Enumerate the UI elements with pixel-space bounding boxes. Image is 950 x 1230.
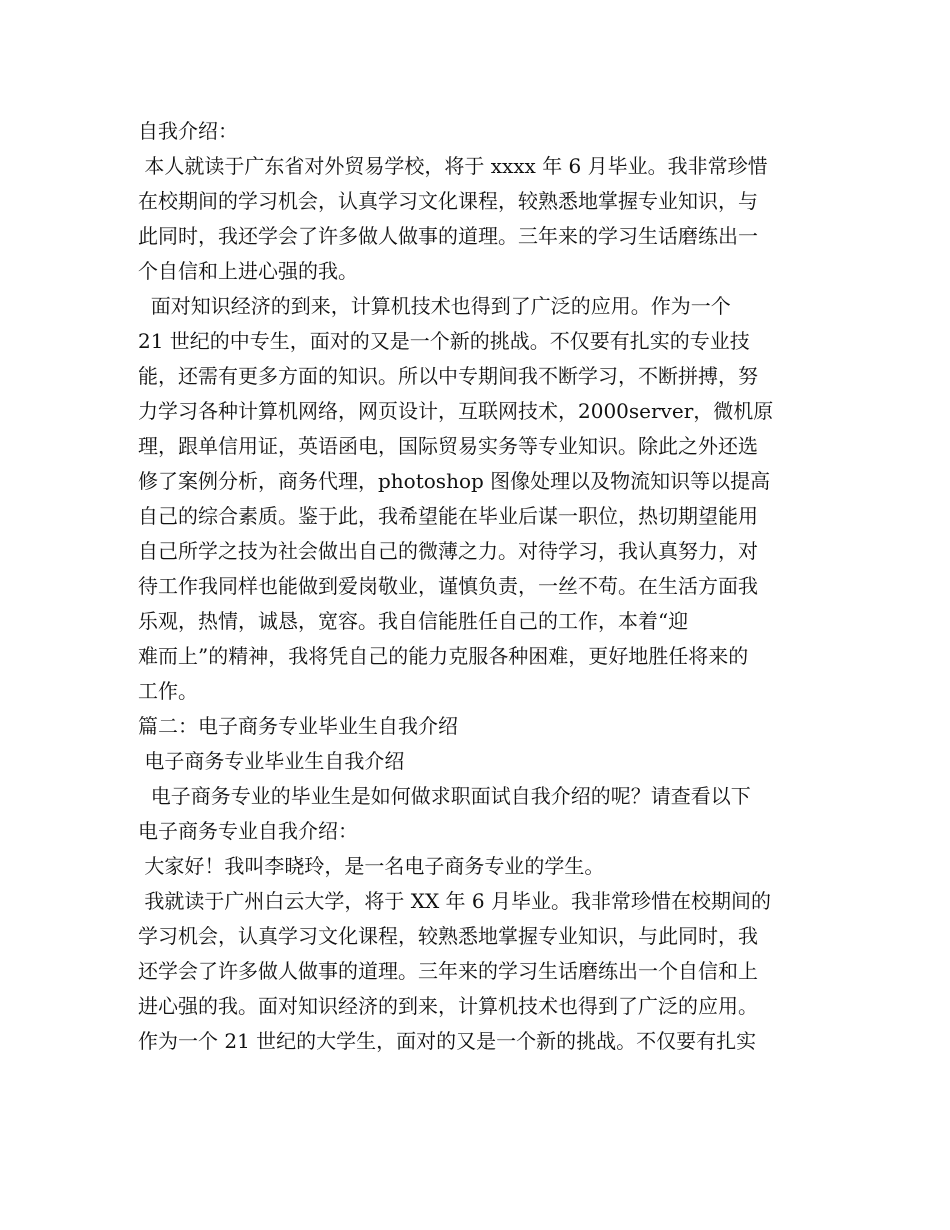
text-line: 理，跟单信用证，英语函电，国际贸易实务等专业知识。除此之外还选 (138, 434, 758, 458)
text-line: 此同时，我还学会了许多做人做事的道理。三年来的学习生话磨练出一 (138, 224, 758, 248)
text-line: 电子商务专业的毕业生是如何做求职面试自我介绍的呢？请查看以下 (138, 784, 751, 808)
text-line: 待工作我同样也能做到爱岗敬业，谨慎负责，一丝不苟。在生活方面我 (138, 574, 758, 598)
text-line: 21 世纪的中专生，面对的又是一个新的挑战。不仅要有扎实的专业技 (138, 329, 750, 353)
text-line: 电子商务专业自我介绍： (138, 819, 358, 843)
text-line: 还学会了许多做人做事的道理。三年来的学习生话磨练出一个自信和上 (138, 959, 758, 983)
text-line: 作为一个 21 世纪的大学生，面对的又是一个新的挑战。不仅要有扎实 (138, 1029, 757, 1053)
text-line: 面对知识经济的到来，计算机技术也得到了广泛的应用。作为一个 (138, 294, 731, 318)
text-line: 本人就读于广东省对外贸易学校，将于 xxxx 年 6 月毕业。我非常珍惜 (138, 154, 768, 178)
section-subtitle: 电子商务专业毕业生自我介绍 (138, 749, 405, 773)
text-line: 在校期间的学习机会，认真学习文化课程，较熟悉地掌握专业知识，与 (138, 189, 758, 213)
text-line: 自我介绍： (138, 119, 238, 143)
text-line: 学习机会，认真学习文化课程，较熟悉地掌握专业知识，与此同时，我 (138, 924, 758, 948)
text-line: 修了案例分析，商务代理，photoshop 图像处理以及物流知识等以提高 (138, 469, 771, 493)
section-heading: 篇二：电子商务专业毕业生自我介绍 (138, 714, 458, 738)
text-line: 自己所学之技为社会做出自己的微薄之力。对待学习，我认真努力，对 (138, 539, 758, 563)
text-line: 力学习各种计算机网络，网页设计，互联网技术，2000server，微机原 (138, 399, 774, 423)
text-line: 乐观，热情，诚恳，宽容。我自信能胜任自己的工作，本着“迎 (138, 609, 689, 633)
text-line: 进心强的我。面对知识经济的到来，计算机技术也得到了广泛的应用。 (138, 994, 758, 1018)
document-body (138, 114, 814, 1059)
text-line: 大家好！我叫李晓玲，是一名电子商务专业的学生。 (138, 854, 605, 878)
text-line: 能，还需有更多方面的知识。所以中专期间我不断学习，不断拼搏，努 (138, 364, 758, 388)
text-line: 自己的综合素质。鉴于此，我希望能在毕业后谋一职位，热切期望能用 (138, 504, 758, 528)
text-line: 个自信和上进心强的我。 (138, 259, 358, 283)
text-line: 我就读于广州白云大学，将于 XX 年 6 月毕业。我非常珍惜在校期间的 (138, 889, 771, 913)
text-line: 难而上”的精神，我将凭自己的能力克服各种困难，更好地胜任将来的 (138, 644, 749, 668)
text-line: 工作。 (138, 679, 198, 703)
